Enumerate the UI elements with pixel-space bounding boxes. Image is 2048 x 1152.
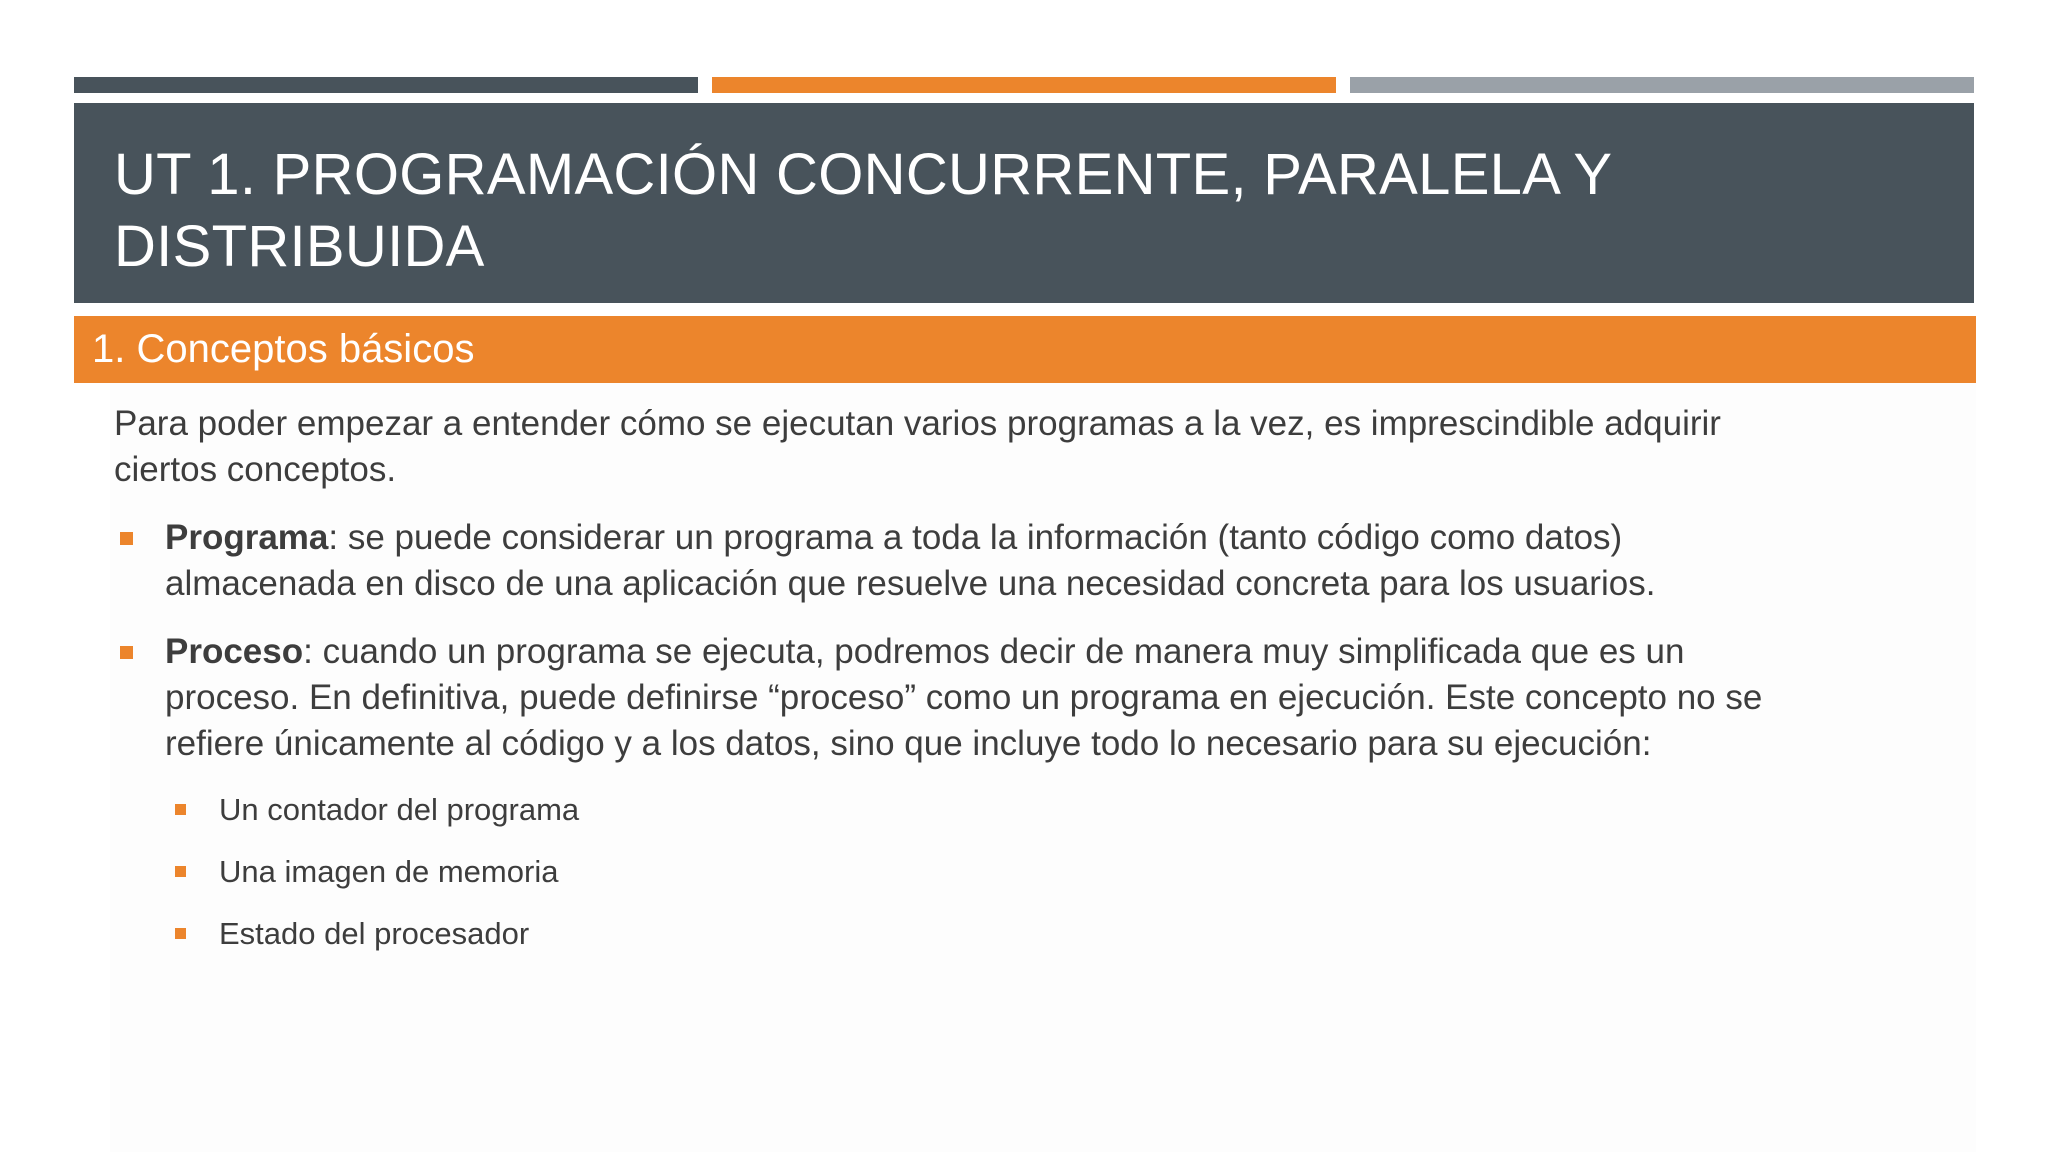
sub-bullet-text: Una imagen de memoria xyxy=(219,854,559,889)
accent-bar-gray xyxy=(1350,77,1974,93)
accent-bar-dark xyxy=(74,77,698,93)
content-area xyxy=(110,383,1976,1152)
intro-paragraph xyxy=(114,401,1972,493)
sub-bullet-text: Un contador del programa xyxy=(219,792,580,827)
bullet-text-line-3: refiere únicamente al código y a los datos, sino que incluye todo lo necesario para su ejecución: xyxy=(165,724,1652,763)
title-line-2: DISTRIBUIDA xyxy=(114,214,485,279)
sub-bullet-text: Estado del procesador xyxy=(219,916,530,951)
slide-title xyxy=(114,139,1934,283)
sub-bullet-square-icon xyxy=(175,804,186,815)
bullet-term: Programa xyxy=(165,518,329,557)
intro-line-1: Para poder empezar a entender cómo se ejecutan varios programas a la vez, es imprescindible adquirir xyxy=(114,404,1721,443)
bullet-proceso xyxy=(114,629,1972,767)
bullet-programa xyxy=(114,515,1972,607)
section-title: 1. Conceptos básicos xyxy=(92,327,475,371)
bullet-text-line-1: : se puede considerar un programa a toda la información (tanto código como datos) xyxy=(328,518,1623,557)
sub-bullet-square-icon xyxy=(175,866,186,877)
intro-line-2: ciertos conceptos. xyxy=(114,450,397,489)
bullet-text-line-1: : cuando un programa se ejecuta, podremos decir de manera muy simplificada que es un xyxy=(303,632,1685,671)
bullet-square-icon xyxy=(120,532,133,545)
title-box xyxy=(74,103,1974,303)
title-line-1: UT 1. PROGRAMACIÓN CONCURRENTE, PARALELA Y xyxy=(114,142,1613,207)
bullet-term: Proceso xyxy=(165,632,304,671)
bullet-text-line-2: proceso. En definitiva, puede definirse “proceso” como un programa en ejecución. Este concepto no se xyxy=(165,678,1763,717)
bullet-square-icon xyxy=(120,646,133,659)
sub-bullet-item xyxy=(114,851,1972,893)
sub-bullet-item xyxy=(114,789,1972,831)
accent-bar-orange xyxy=(712,77,1336,93)
bullet-list xyxy=(114,515,1972,767)
sub-bullet-list xyxy=(114,789,1972,955)
bullet-text-line-2: almacenada en disco de una aplicación que resuelve una necesidad concreta para los usuarios. xyxy=(165,564,1656,603)
section-header xyxy=(74,316,1976,383)
sub-bullet-square-icon xyxy=(175,928,186,939)
sub-bullet-item xyxy=(114,913,1972,955)
